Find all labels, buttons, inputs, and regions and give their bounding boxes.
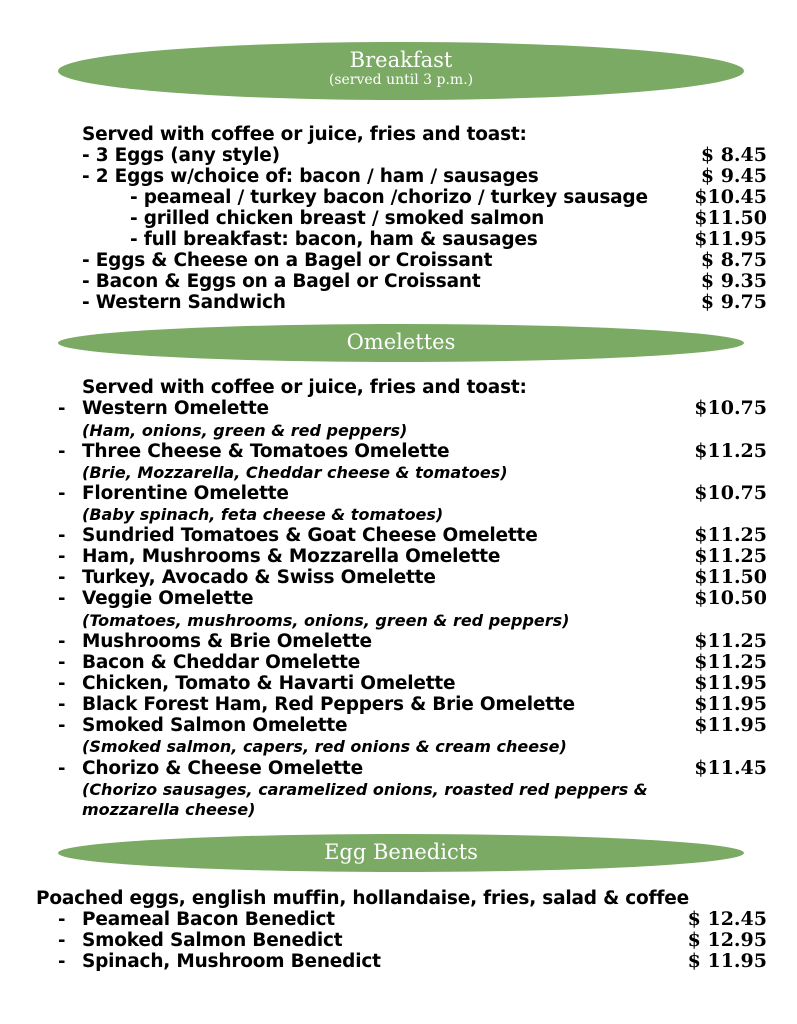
menu-item-price: $10.75 xyxy=(694,397,767,419)
menu-item-price: $11.95 xyxy=(694,228,767,250)
menu-item-desc-row xyxy=(0,780,797,801)
menu-item-name: Bacon & Cheddar Omelette xyxy=(82,652,361,673)
omelettes-banner xyxy=(58,324,744,362)
menu-item-price: $11.25 xyxy=(694,545,767,567)
list-dash: - xyxy=(58,441,66,462)
menu-item-row xyxy=(0,292,797,313)
omelettes-intro-row xyxy=(0,377,797,398)
omelettes-intro: Served with coffee or juice, fries and toast: xyxy=(82,377,527,398)
menu-item-price: $11.95 xyxy=(694,672,767,694)
menu-item-description: (Tomatoes, mushrooms, onions, green & red peppers) xyxy=(82,611,570,630)
list-dash: - xyxy=(58,525,66,546)
breakfast-intro-row xyxy=(0,124,797,145)
menu-item-name: - Bacon & Eggs on a Bagel or Croissant xyxy=(82,271,481,292)
menu-item-name: Smoked Salmon Omelette xyxy=(82,715,348,736)
menu-item-price: $ 11.95 xyxy=(687,950,767,972)
menu-item-price: $ 9.45 xyxy=(700,165,767,187)
list-dash: - xyxy=(58,652,66,673)
breakfast-title: Breakfast xyxy=(349,48,453,72)
list-dash: - xyxy=(58,631,66,652)
menu-item-price: $ 12.45 xyxy=(687,908,767,930)
benedicts-intro: Poached eggs, english muffin, hollandaise, fries, salad & coffee xyxy=(36,888,689,909)
menu-item-name: Ham, Mushrooms & Mozzarella Omelette xyxy=(82,546,501,567)
menu-item-name: - peameal / turkey bacon /chorizo / turkey sausage xyxy=(130,187,648,208)
menu-item-description: (Brie, Mozzarella, Cheddar cheese & tomatoes) xyxy=(82,463,508,482)
menu-item-name: - Western Sandwich xyxy=(82,292,286,313)
menu-item-price: $11.50 xyxy=(694,566,767,588)
menu-item-name: - Eggs & Cheese on a Bagel or Croissant xyxy=(82,250,493,271)
menu-item-price: $11.95 xyxy=(694,714,767,736)
menu-item-name: Florentine Omelette xyxy=(82,483,289,504)
menu-item-name: Spinach, Mushroom Benedict xyxy=(82,951,381,972)
menu-item-description: (Chorizo sausages, caramelized onions, roasted red peppers & xyxy=(82,780,648,799)
menu-item-price: $11.95 xyxy=(694,693,767,715)
menu-item-desc-row xyxy=(0,611,797,632)
menu-item-row xyxy=(0,229,797,250)
menu-item-row xyxy=(0,588,797,609)
menu-item-desc-row xyxy=(0,421,797,442)
menu-item-name: - 2 Eggs w/choice of: bacon / ham / sausages xyxy=(82,166,539,187)
list-dash: - xyxy=(58,715,66,736)
menu-item-row xyxy=(0,673,797,694)
menu-item-row xyxy=(0,546,797,567)
breakfast-intro: Served with coffee or juice, fries and toast: xyxy=(82,124,527,145)
menu-item-row xyxy=(0,758,797,779)
list-dash: - xyxy=(58,398,66,419)
menu-item-row xyxy=(0,930,797,951)
menu-item-price: $ 9.75 xyxy=(700,291,767,313)
menu-item-price: $10.50 xyxy=(694,587,767,609)
list-dash: - xyxy=(58,546,66,567)
omelettes-title: Omelettes xyxy=(346,330,456,354)
list-dash: - xyxy=(58,951,66,972)
menu-item-desc-row xyxy=(0,737,797,758)
menu-item-price: $11.45 xyxy=(694,757,767,779)
menu-item-price: $11.25 xyxy=(694,440,767,462)
menu-item-description: (Smoked salmon, capers, red onions & cream cheese) xyxy=(82,737,567,756)
menu-item-row xyxy=(0,441,797,462)
menu-item-price: $ 8.75 xyxy=(700,249,767,271)
benedicts-banner xyxy=(58,834,744,872)
menu-item-price: $ 8.45 xyxy=(700,144,767,166)
list-dash: - xyxy=(58,673,66,694)
menu-item-row xyxy=(0,208,797,229)
menu-item-desc-row xyxy=(0,463,797,484)
menu-item-price: $10.75 xyxy=(694,482,767,504)
menu-item-row xyxy=(0,483,797,504)
menu-item-row xyxy=(0,145,797,166)
breakfast-banner xyxy=(58,42,744,100)
menu-item-name: Western Omelette xyxy=(82,398,269,419)
menu-item-desc-row xyxy=(0,800,797,821)
menu-item-row xyxy=(0,694,797,715)
menu-item-name: Three Cheese & Tomatoes Omelette xyxy=(82,441,450,462)
menu-item-name: Peameal Bacon Benedict xyxy=(82,909,335,930)
list-dash: - xyxy=(58,909,66,930)
menu-item-price: $ 12.95 xyxy=(687,929,767,951)
menu-item-row xyxy=(0,631,797,652)
menu-item-row xyxy=(0,187,797,208)
menu-item-row xyxy=(0,525,797,546)
menu-item-price: $11.50 xyxy=(694,207,767,229)
menu-item-row xyxy=(0,909,797,930)
menu-item-name: Sundried Tomatoes & Goat Cheese Omelette xyxy=(82,525,538,546)
menu-item-description: mozzarella cheese) xyxy=(82,800,256,819)
menu-item-name: Chorizo & Cheese Omelette xyxy=(82,758,363,779)
menu-item-row xyxy=(0,567,797,588)
benedicts-intro-row xyxy=(0,888,797,909)
menu-item-desc-row xyxy=(0,505,797,526)
menu-item-name: - full breakfast: bacon, ham & sausages xyxy=(130,229,538,250)
menu-item-row xyxy=(0,250,797,271)
list-dash: - xyxy=(58,758,66,779)
list-dash: - xyxy=(58,567,66,588)
menu-item-row xyxy=(0,951,797,972)
list-dash: - xyxy=(58,588,66,609)
breakfast-subtitle: (served until 3 p.m.) xyxy=(328,72,474,88)
menu-item-name: Black Forest Ham, Red Peppers & Brie Omelette xyxy=(82,694,575,715)
menu-item-row xyxy=(0,271,797,292)
menu-item-name: Turkey, Avocado & Swiss Omelette xyxy=(82,567,436,588)
menu-item-price: $11.25 xyxy=(694,524,767,546)
menu-item-name: Chicken, Tomato & Havarti Omelette xyxy=(82,673,456,694)
menu-item-row xyxy=(0,166,797,187)
menu-item-price: $11.25 xyxy=(694,651,767,673)
menu-item-row xyxy=(0,715,797,736)
menu-item-name: Smoked Salmon Benedict xyxy=(82,930,343,951)
list-dash: - xyxy=(58,694,66,715)
benedicts-title: Egg Benedicts xyxy=(324,840,478,864)
menu-item-description: (Baby spinach, feta cheese & tomatoes) xyxy=(82,505,444,524)
menu-item-row xyxy=(0,398,797,419)
menu-item-name: Mushrooms & Brie Omelette xyxy=(82,631,372,652)
list-dash: - xyxy=(58,930,66,951)
menu-item-name: - 3 Eggs (any style) xyxy=(82,145,280,166)
menu-item-name: Veggie Omelette xyxy=(82,588,254,609)
menu-item-name: - grilled chicken breast / smoked salmon xyxy=(130,208,545,229)
menu-item-description: (Ham, onions, green & red peppers) xyxy=(82,421,408,440)
menu-item-price: $11.25 xyxy=(694,630,767,652)
menu-item-price: $10.45 xyxy=(694,186,767,208)
menu-item-price: $ 9.35 xyxy=(700,270,767,292)
menu-item-row xyxy=(0,652,797,673)
list-dash: - xyxy=(58,483,66,504)
